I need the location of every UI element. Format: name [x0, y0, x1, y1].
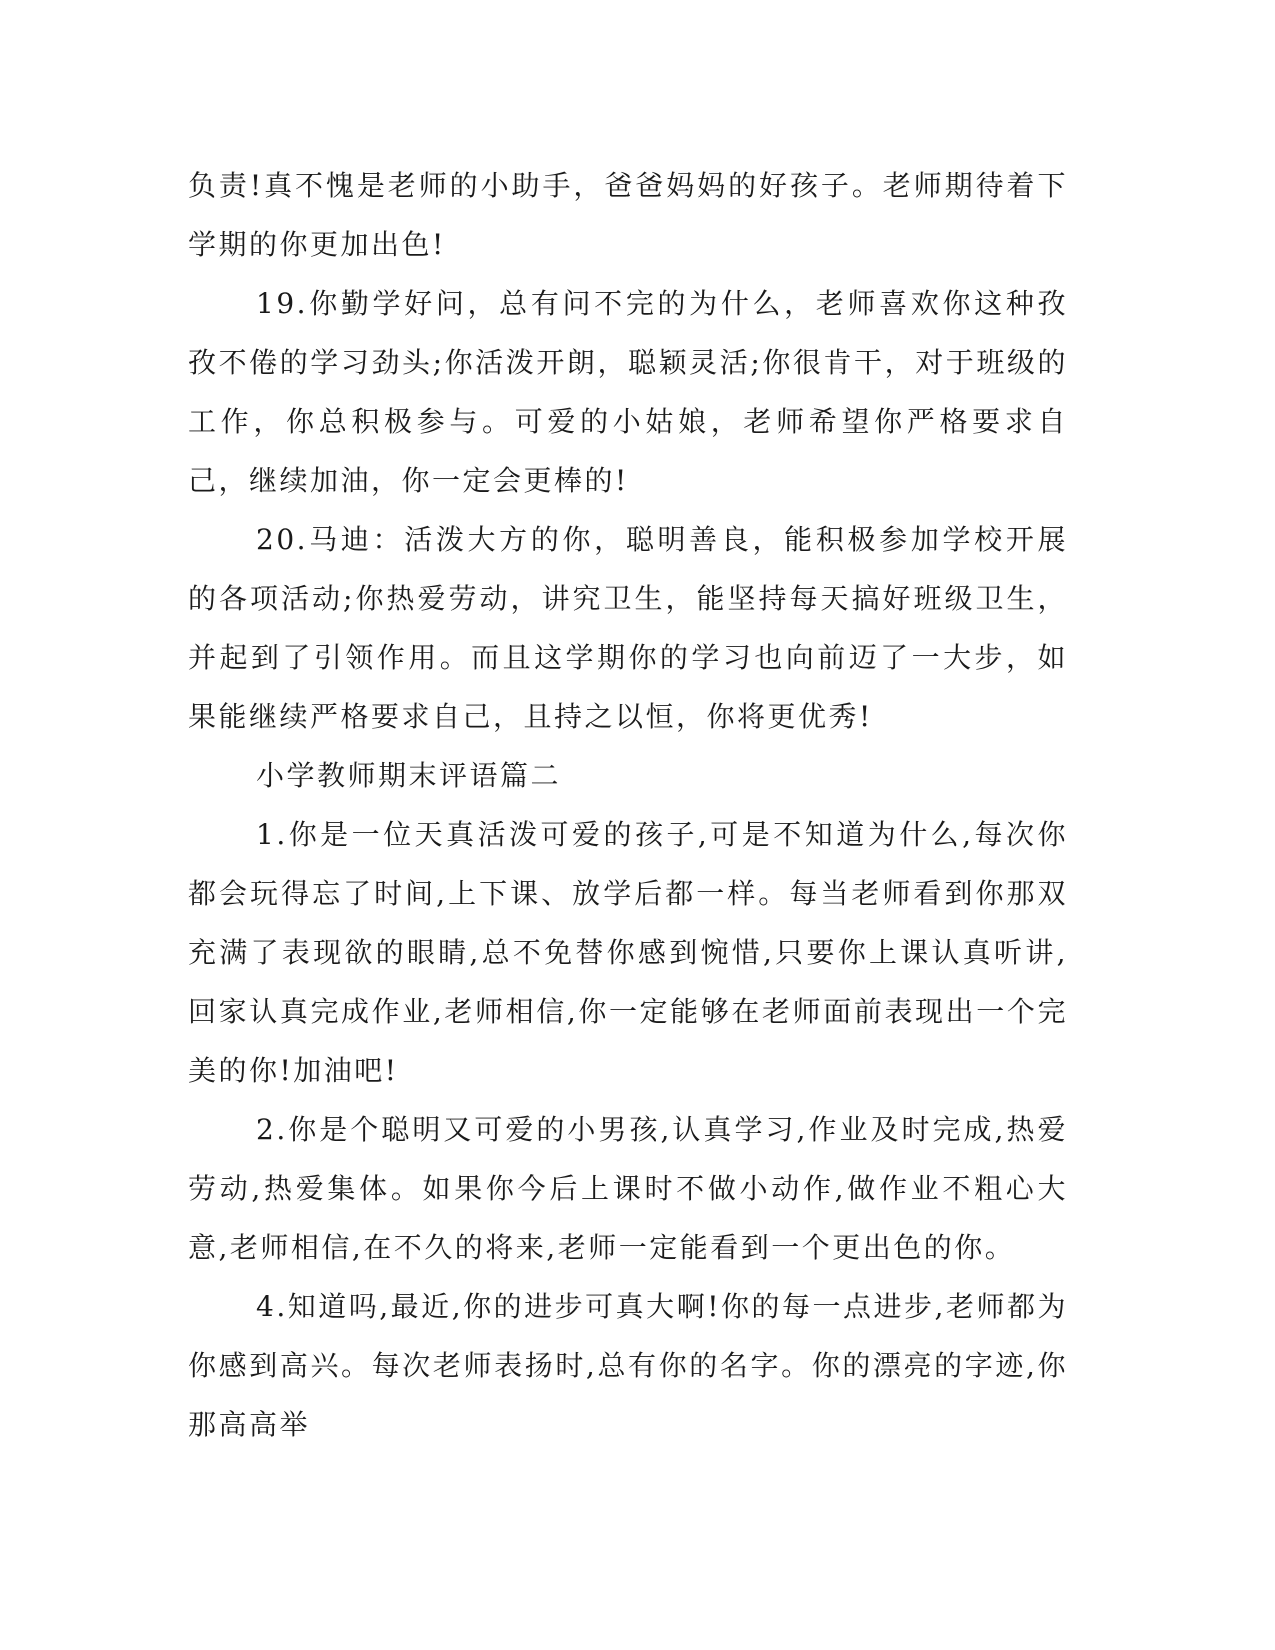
paragraph-item-1: 1.你是一位天真活泼可爱的孩子,可是不知道为什么,每次你都会玩得忘了时间,上下课、放学后都一样。每当老师看到你那双充满了表现欲的眼睛,总不免替你感到惋惜,只要你上课认真听讲,回家认真完成作业,老师相信,你一定能够在老师面前表现出一个完美的你!加油吧!	[188, 818, 1068, 1087]
paragraph-item-20: 20.马迪：活泼大方的你，聪明善良，能积极参加学校开展的各项活动;你热爱劳动，讲究卫生，能坚持每天搞好班级卫生，并起到了引领作用。而且这学期你的学习也向前迈了一大步，如果能继续严格要求自己，且持之以恒，你将更优秀!	[188, 523, 1068, 733]
document-body	[188, 156, 1068, 1454]
paragraph-continuation: 负责!真不愧是老师的小助手，爸爸妈妈的好孩子。老师期待着下学期的你更加出色!	[188, 169, 1068, 261]
paragraph-item-2: 2.你是个聪明又可爱的小男孩,认真学习,作业及时完成,热爱劳动,热爱集体。如果你今后上课时不做小动作,做作业不粗心大意,老师相信,在不久的将来,老师一定能看到一个更出色的你。	[188, 1113, 1068, 1264]
paragraph-item-4: 4.知道吗,最近,你的进步可真大啊!你的每一点进步,老师都为你感到高兴。每次老师表扬时,总有你的名字。你的漂亮的字迹,你那高高举	[188, 1290, 1068, 1441]
paragraph-item-19: 19.你勤学好问，总有问不完的为什么，老师喜欢你这种孜孜不倦的学习劲头;你活泼开朗，聪颖灵活;你很肯干，对于班级的工作，你总积极参与。可爱的小姑娘，老师希望你严格要求自己，继续加油，你一定会更棒的!	[188, 287, 1068, 497]
section-heading: 小学教师期末评语篇二	[256, 759, 562, 792]
